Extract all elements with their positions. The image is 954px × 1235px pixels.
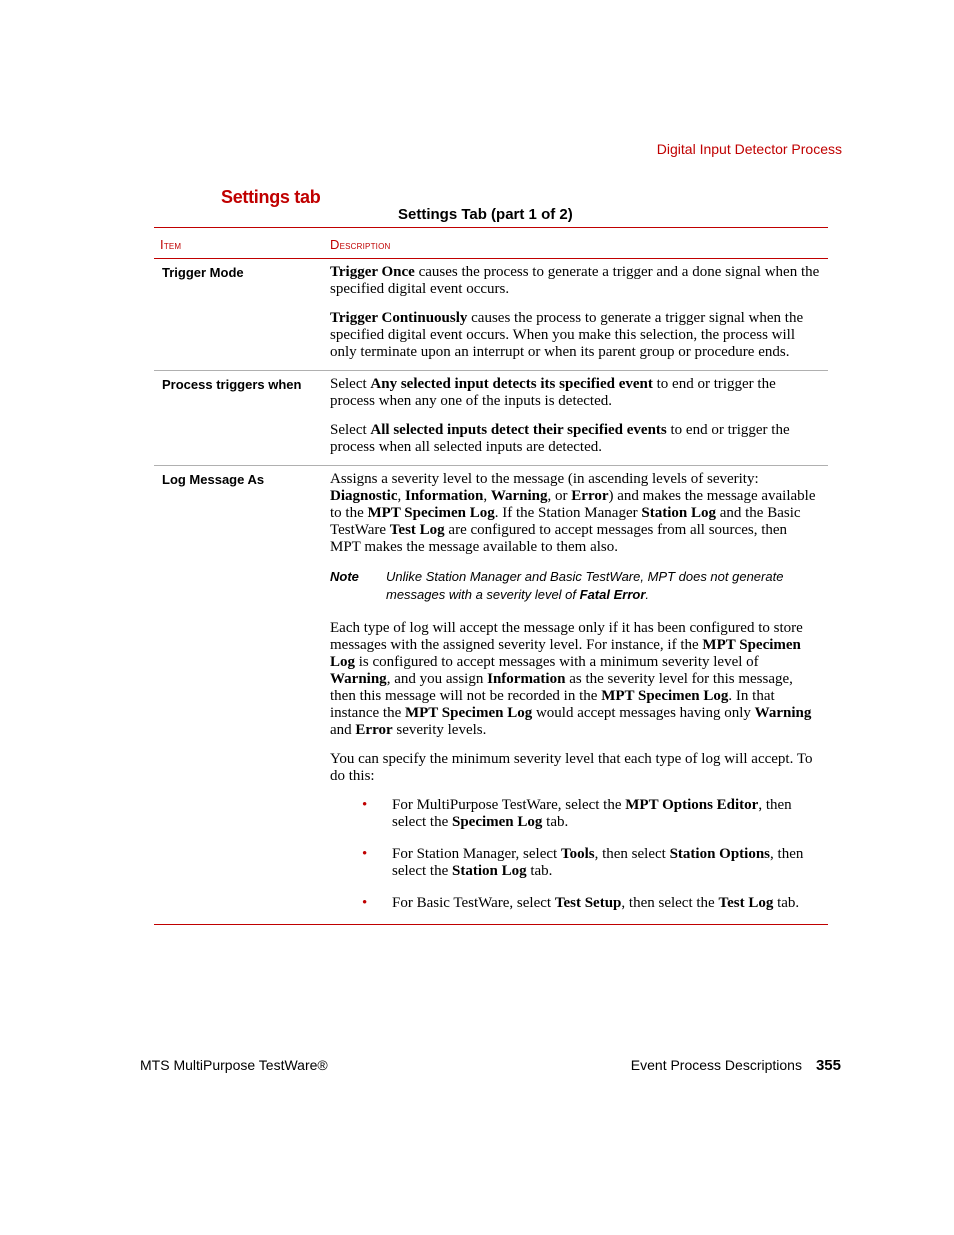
list-item: • For Station Manager, select Tools, then select Station Options, then select the Station Log tab. xyxy=(362,846,804,879)
paragraph: Each type of log will accept the message only if it has been configured to store messages with the assigned severity level. For instance, if the MPT Specimen Log is configured to accept messages with a minimum severity level of Warning, and you assign Information as the severity level for this message, then this message will not be recorded in the MPT Specimen Log. In that instance the MPT Specimen Log would accept messages having only Warning and Error severity levels. xyxy=(330,620,812,738)
column-header-item: Item xyxy=(160,237,182,252)
paragraph: Trigger Continuously causes the process to generate a trigger signal when the specified digital event occurs. When you make this selection, the process will only terminate upon an interrupt or when its parent group or procedure ends. xyxy=(330,310,804,360)
column-header-description: Description xyxy=(330,237,391,252)
list-item: • For Basic TestWare, select Test Setup, then select the Test Log tab. xyxy=(362,895,800,911)
paragraph: You can specify the minimum severity level that each type of log will accept. To do this: xyxy=(330,751,813,784)
table-row xyxy=(154,259,828,370)
table-header-row xyxy=(154,228,828,258)
table-row xyxy=(154,466,828,924)
list-item: • For MultiPurpose TestWare, select the MPT Options Editor, then select the Specimen Log tab. xyxy=(362,797,792,830)
item-process-triggers-when: Process triggers when xyxy=(162,377,302,392)
bullet-icon: • xyxy=(362,797,368,813)
table-bottom-rule xyxy=(154,924,828,925)
footer-chapter: Event Process Descriptions xyxy=(630,1057,802,1073)
settings-table xyxy=(154,227,828,925)
section-heading: Settings tab xyxy=(221,187,321,207)
bullet-list xyxy=(330,797,820,912)
note-text: Unlike Station Manager and Basic TestWare, MPT does not generate messages with a severity level of Fatal Error. xyxy=(386,569,784,602)
description-log-message-as xyxy=(330,466,820,924)
paragraph: Select All selected inputs detect their specified events to end or trigger the process when all selected inputs are detected. xyxy=(330,422,790,455)
footer-product-name: MTS MultiPurpose TestWare® xyxy=(140,1057,328,1073)
description-trigger-mode xyxy=(330,259,820,370)
footer-section xyxy=(631,1057,841,1074)
page-number: 355 xyxy=(815,1057,841,1074)
item-log-message-as: Log Message As xyxy=(162,472,265,487)
table-row xyxy=(154,371,828,465)
table-caption: Settings Tab (part 1 of 2) xyxy=(398,206,573,223)
bullet-icon: • xyxy=(362,895,368,911)
description-process-triggers-when xyxy=(330,371,820,465)
bullet-icon: • xyxy=(362,846,368,862)
item-trigger-mode: Trigger Mode xyxy=(162,265,244,280)
running-header: Digital Input Detector Process xyxy=(656,141,842,157)
note-block xyxy=(330,568,820,604)
paragraph: Select Any selected input detects its specified event to end or trigger the process when any one of the inputs is detected. xyxy=(330,376,776,409)
note-label: Note xyxy=(330,569,359,584)
paragraph: Trigger Once causes the process to generate a trigger and a done signal when the specified digital event occurs. xyxy=(330,264,820,297)
paragraph: Assigns a severity level to the message (in ascending levels of severity: Diagnostic, Information, Warning, or Error) and makes the message available to the MPT Specimen Log. If the Station Manager Station Log and the Basic TestWare Test Log are configured to accept messages from all sources, then MPT makes the message available to them also. xyxy=(330,471,816,555)
